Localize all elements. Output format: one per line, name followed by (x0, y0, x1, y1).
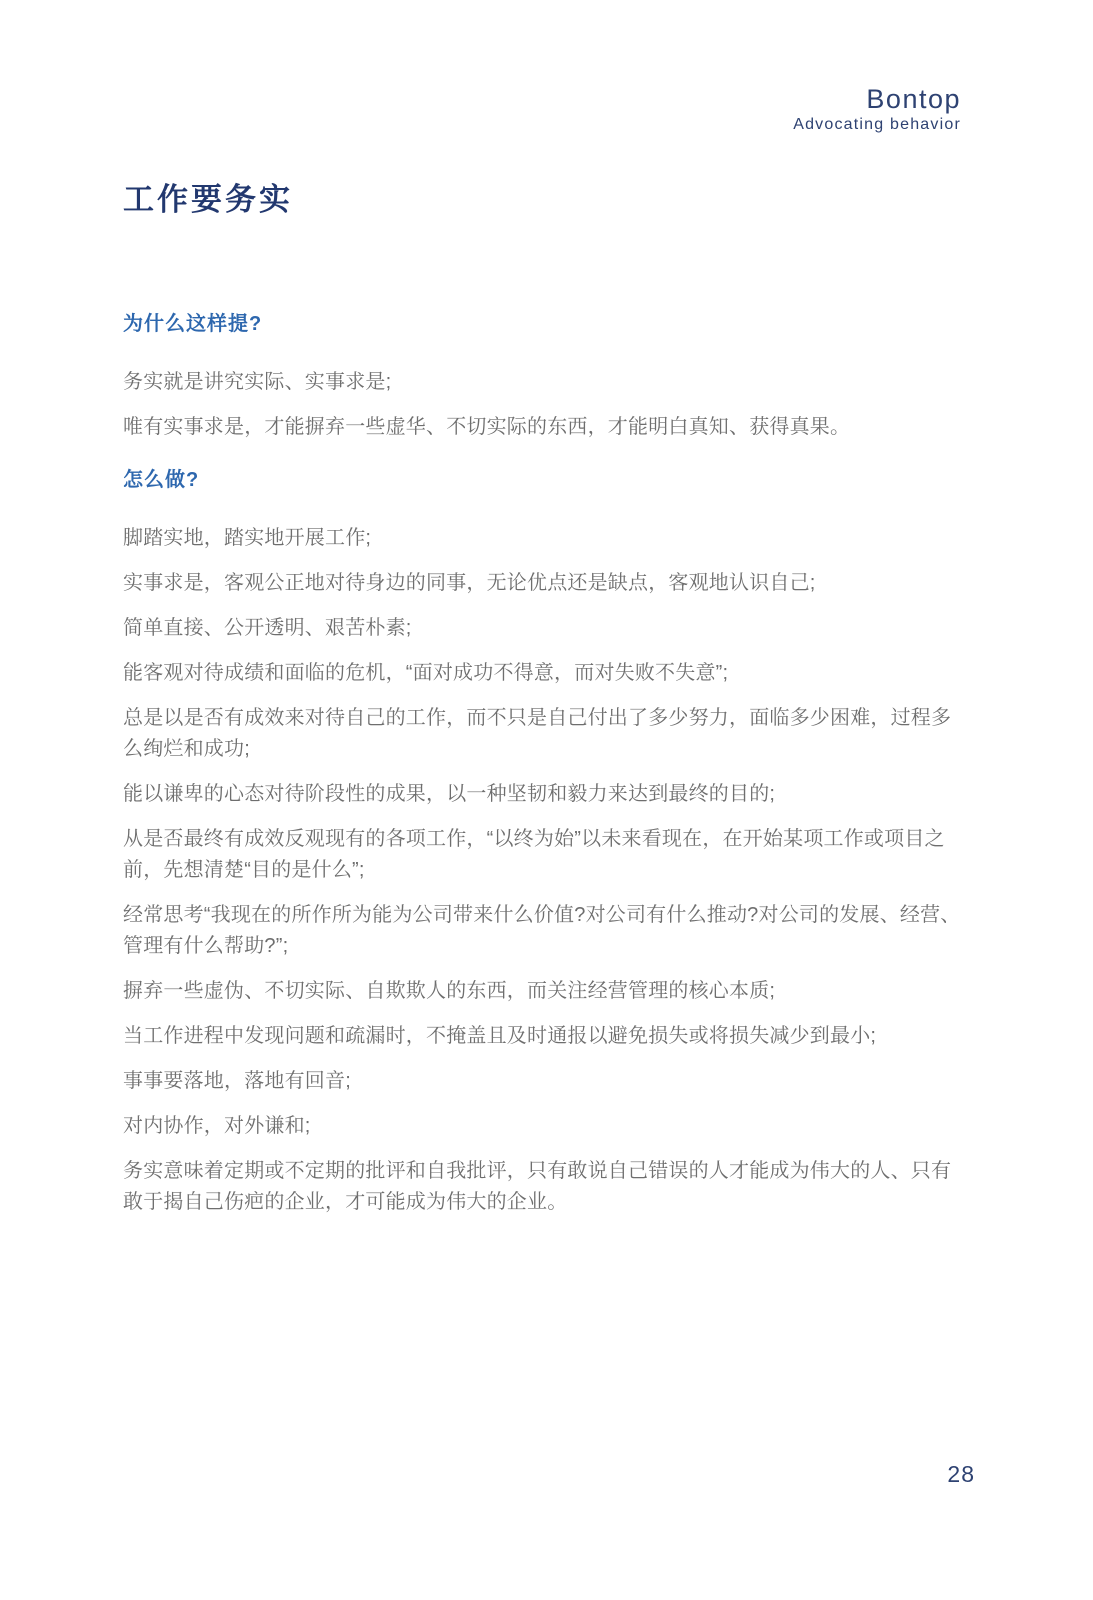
brand-tagline: Advocating behavior (793, 116, 961, 133)
brand-header (793, 84, 961, 135)
paragraph: 事事要落地，落地有回音; (123, 1070, 351, 1092)
section-heading-how: 怎么做? (123, 469, 200, 491)
document-content (123, 181, 968, 1232)
paragraph: 务实就是讲究实际、实事求是; (123, 371, 392, 393)
paragraph: 务实意味着定期或不定期的批评和自我批评，只有敢说自己错误的人才能成为伟大的人、只有敢于揭自己伤疤的企业，才可能成为伟大的企业。 (123, 1160, 952, 1213)
paragraph: 能以谦卑的心态对待阶段性的成果，以一种坚韧和毅力来达到最终的目的; (123, 783, 776, 805)
paragraph: 对内协作，对外谦和; (123, 1115, 311, 1137)
page-number: 28 (947, 1461, 975, 1487)
paragraph: 实事求是，客观公正地对待身边的同事，无论优点还是缺点，客观地认识自己; (123, 572, 816, 594)
paragraph: 摒弃一些虚伪、不切实际、自欺欺人的东西，而关注经营管理的核心本质; (123, 980, 776, 1002)
section-how-paragraphs (123, 523, 968, 1218)
paragraph: 简单直接、公开透明、艰苦朴素; (123, 617, 412, 639)
brand-logo-text: Bontop (866, 84, 961, 114)
section-why-paragraphs (123, 367, 968, 443)
paragraph: 经常思考“我现在的所作所为能为公司带来什么价值?对公司有什么推动?对公司的发展、经营、管理有什么帮助?”; (123, 904, 961, 957)
paragraph: 脚踏实地，踏实地开展工作; (123, 527, 372, 549)
paragraph: 从是否最终有成效反观现有的各项工作，“以终为始”以未来看现在，在开始某项工作或项目之前，先想清楚“目的是什么”; (123, 828, 945, 881)
paragraph: 能客观对待成绩和面临的危机，“面对成功不得意，而对失败不失意”; (123, 662, 729, 684)
paragraph: 当工作进程中发现问题和疏漏时，不掩盖且及时通报以避免损失或将损失减少到最小; (123, 1025, 877, 1047)
page-title: 工作要务实 (123, 182, 293, 217)
section-heading-why: 为什么这样提? (123, 313, 263, 335)
paragraph: 总是以是否有成效来对待自己的工作，而不只是自己付出了多少努力，面临多少困难，过程多么绚烂和成功; (123, 707, 952, 760)
paragraph: 唯有实事求是，才能摒弃一些虚华、不切实际的东西，才能明白真知、获得真果。 (123, 416, 851, 438)
